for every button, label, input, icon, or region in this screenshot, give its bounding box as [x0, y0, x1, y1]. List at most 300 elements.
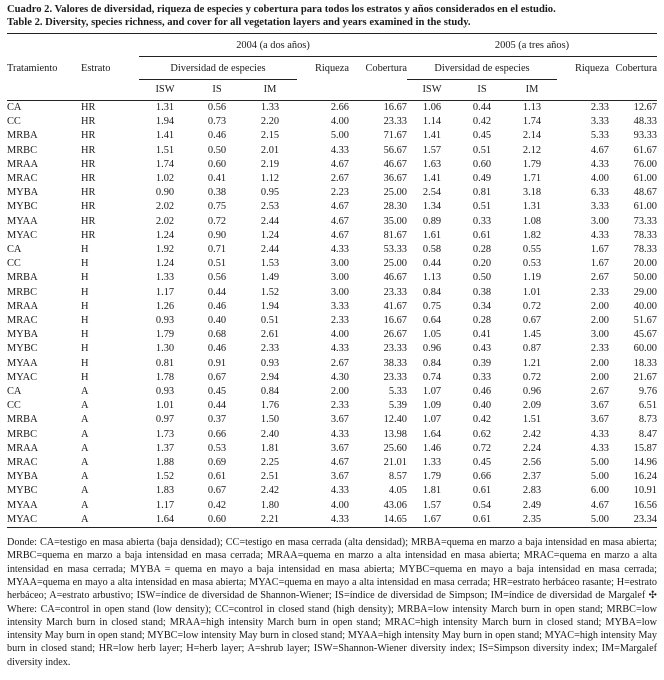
cell-cob1: 16.67	[383, 315, 407, 327]
cell-riq1: 3.67	[330, 414, 349, 426]
cell-t: MYBA	[7, 329, 39, 341]
cell-e: A	[81, 386, 89, 398]
cell-cob1: 26.67	[383, 329, 407, 341]
cell-riq1: 4.67	[330, 215, 349, 227]
table-row	[7, 484, 657, 498]
cell-cob2: 61.67	[633, 144, 658, 156]
cell-cob1: 28.30	[383, 201, 407, 213]
cell-riq2: 1.67	[590, 258, 609, 270]
cell-t: MRAA	[7, 300, 39, 312]
cell-isw1: 1.24	[155, 258, 175, 270]
table-row	[7, 158, 657, 172]
cell-isw1: 0.93	[155, 315, 175, 327]
cell-e: A	[81, 400, 89, 412]
cell-riq2: 2.00	[590, 300, 609, 312]
cell-isw1: 1.31	[155, 102, 175, 113]
cell-t: MYBA	[7, 187, 39, 199]
cell-im1: 2.40	[260, 428, 280, 440]
cell-is1: 0.68	[207, 329, 227, 341]
cell-isw2: 1.81	[422, 485, 442, 497]
cell-riq2: 5.33	[590, 130, 609, 142]
table-row	[7, 229, 657, 243]
cell-is2: 0.81	[472, 187, 492, 199]
diversidad-header-2004: Diversidad de especies	[139, 57, 297, 80]
cell-cob2: 15.87	[633, 442, 658, 454]
cell-is2: 0.33	[472, 215, 492, 227]
table-row	[7, 428, 657, 442]
cell-e: HR	[81, 229, 96, 241]
table-row	[7, 371, 657, 385]
cell-is1: 0.46	[207, 300, 227, 312]
table-row	[7, 144, 657, 158]
cell-riq2: 2.33	[590, 343, 609, 355]
cell-im1: 2.51	[260, 471, 280, 483]
cell-is2: 0.60	[472, 158, 492, 170]
cell-im1: 1.49	[260, 272, 280, 284]
cell-is2: 0.49	[472, 173, 492, 185]
cell-is1: 0.60	[207, 158, 227, 170]
cell-e: A	[81, 414, 89, 426]
table-row	[7, 172, 657, 186]
cell-cob2: 8.73	[638, 414, 658, 426]
cell-is1: 0.37	[207, 414, 227, 426]
table-row	[7, 115, 657, 129]
cell-is1: 0.44	[207, 400, 227, 412]
cell-riq2: 3.00	[590, 329, 609, 341]
cell-riq2: 2.33	[590, 102, 609, 113]
cell-is2: 0.61	[472, 513, 492, 525]
cell-isw1: 1.30	[155, 343, 175, 355]
cell-cob1: 23.33	[383, 286, 407, 298]
cell-is2: 0.61	[472, 485, 492, 497]
cell-cob1: 41.67	[383, 300, 407, 312]
table-row	[7, 442, 657, 456]
cell-is1: 0.42	[207, 499, 227, 511]
cell-im1: 2.53	[260, 201, 280, 213]
cell-isw2: 1.41	[422, 173, 442, 185]
table-row	[7, 271, 657, 285]
cell-riq1: 2.00	[330, 386, 349, 398]
cell-isw2: 2.54	[422, 187, 442, 199]
cell-riq2: 2.67	[590, 386, 609, 398]
cell-t: MRAC	[7, 173, 38, 185]
cell-cob2: 40.00	[633, 300, 658, 312]
cell-riq1: 2.67	[330, 357, 349, 369]
cell-im1: 2.61	[260, 329, 280, 341]
cell-riq2: 4.67	[590, 499, 609, 511]
cell-riq1: 3.67	[330, 442, 349, 454]
cell-cob2: 10.91	[633, 485, 658, 497]
cell-e: H	[81, 329, 89, 341]
footnote: Donde: CA=testigo en masa abierta (baja densidad); CC=testigo en masa cerrada (alta densidad); MRBA=quema en marzo a baja intensidad en masa abierta; MRBC=quema en marzo a baja intensidad en masa cerrada; MRAA=quema en marzo a alta intensidad en masa abierta; MRAC=quema en marzo a alta intensidad en masa cerrada; MYBA = quema en mayo a baja intensidad en masa abierta; MYBC=quema en mayo a baja intensidad en masa cerrada; MYAA=quema en mayo a alta intensidad en masa abierta; MYAC=quema en mayo a alta intensidad en masa cerrada; HR=estrato herbáceo rasante; H=estrato herbáceo; A=estrato arbustivo; ISW=índice de diversidad de Shannon-Wiener; IS=índice de diversidad de Simpson; IM=índice de diversidad de Margalef ✣ Where: CA=control in open stand (low density); CC=control in closed stand (high density); MRBA=low intensity March burn in open stand; MRBC=low intensity March burn in closed stand; MRAA=high intensity March burn in open stand; MRAC=high intensity March burn in closed stand; MYBA=low intensity May burn in open stand; MYBC=low intensity May burn in closed stand; MYAA=high intensity May burn in open stand; MYAC=high intensity May burn in closed stand; HR=low herb layer; H=herb layer; A=shrub layer; ISW=Shannon-Wiener diversity index; IS=Simpson diversity index; IM=Margalef diversity index.	[7, 537, 657, 668]
cell-cob1: 21.01	[383, 457, 407, 469]
cell-is1: 0.50	[207, 144, 227, 156]
cell-e: H	[81, 371, 89, 383]
cell-is2: 0.43	[472, 343, 492, 355]
cell-im2: 2.83	[522, 485, 542, 497]
cell-is1: 0.53	[207, 442, 227, 454]
cell-cob1: 23.33	[383, 343, 407, 355]
cell-riq2: 4.67	[590, 144, 609, 156]
cell-riq2: 4.00	[590, 173, 609, 185]
cell-im1: 2.33	[260, 343, 280, 355]
cell-riq1: 3.00	[330, 286, 349, 298]
cell-im2: 2.12	[522, 144, 542, 156]
cell-t: MRBA	[7, 130, 38, 142]
cell-riq2: 2.00	[590, 371, 609, 383]
table-row	[7, 300, 657, 314]
table-row	[7, 200, 657, 214]
cell-is1: 0.91	[207, 357, 227, 369]
cell-isw2: 1.61	[422, 229, 442, 241]
cell-t: MRAA	[7, 158, 39, 170]
cell-riq2: 3.00	[590, 215, 609, 227]
cell-cob2: 16.56	[633, 499, 658, 511]
cell-e: HR	[81, 116, 96, 128]
cell-cob2: 18.33	[633, 357, 658, 369]
caption-es: Cuadro 2. Valores de diversidad, riqueza de especies y cobertura para todos los estratos y años considerados en el estudio.	[7, 4, 556, 15]
cell-is2: 0.45	[472, 457, 492, 469]
cell-is2: 0.33	[472, 371, 492, 383]
table-row	[7, 328, 657, 342]
cell-cob2: 48.67	[633, 187, 658, 199]
cell-is1: 0.67	[207, 485, 227, 497]
cell-is1: 0.56	[207, 102, 227, 113]
table-row	[7, 129, 657, 143]
cell-cob1: 43.06	[383, 499, 407, 511]
cell-cob2: 50.00	[633, 272, 658, 284]
cell-riq1: 5.00	[330, 130, 349, 142]
cell-is2: 0.28	[472, 244, 492, 256]
cell-t: MRAC	[7, 315, 38, 327]
cobertura-header-2004: Cobertura	[365, 62, 407, 74]
cell-is1: 0.46	[207, 130, 227, 142]
cell-t: CC	[7, 116, 21, 128]
cell-isw2: 0.44	[422, 258, 442, 270]
cell-riq2: 1.67	[590, 244, 609, 256]
cell-cob1: 8.57	[388, 471, 407, 483]
cell-cob2: 51.67	[633, 315, 658, 327]
cell-isw2: 1.63	[422, 158, 442, 170]
cell-is2: 0.62	[472, 428, 492, 440]
cell-riq1: 4.33	[330, 244, 349, 256]
cell-cob2: 29.00	[633, 286, 658, 298]
cell-is2: 0.61	[472, 229, 492, 241]
cell-im2: 0.55	[522, 244, 542, 256]
cell-isw2: 1.07	[422, 414, 442, 426]
cell-riq1: 4.33	[330, 343, 349, 355]
cell-riq2: 3.33	[590, 201, 609, 213]
cell-isw2: 0.96	[422, 343, 442, 355]
cobertura-header-2005: Cobertura	[615, 62, 658, 74]
cell-is2: 0.51	[472, 144, 492, 156]
cell-e: A	[81, 457, 89, 469]
cell-cob1: 23.33	[383, 371, 407, 383]
cell-im1: 1.33	[260, 102, 280, 113]
cell-isw2: 0.75	[422, 300, 442, 312]
cell-riq1: 4.33	[330, 428, 349, 440]
cell-cob2: 6.51	[638, 400, 658, 412]
table-row	[7, 243, 657, 257]
cell-isw2: 0.84	[422, 357, 442, 369]
im-header-2004: IM	[243, 80, 297, 101]
cell-t: MYBC	[7, 485, 38, 497]
cell-e: A	[81, 513, 89, 525]
cell-cob1: 13.98	[383, 428, 407, 440]
cell-cob2: 8.47	[638, 428, 658, 440]
cell-is1: 0.60	[207, 513, 227, 525]
cell-isw1: 1.79	[155, 329, 175, 341]
table-row	[7, 513, 657, 527]
cell-im1: 1.80	[260, 499, 280, 511]
cell-im1: 2.19	[260, 158, 280, 170]
cell-is1: 0.56	[207, 272, 227, 284]
cell-cob2: 73.33	[633, 215, 658, 227]
cell-e: H	[81, 244, 89, 256]
table-row	[7, 286, 657, 300]
cell-isw1: 1.33	[155, 272, 175, 284]
cell-riq2: 2.00	[590, 315, 609, 327]
cell-isw1: 2.02	[155, 201, 175, 213]
cell-t: CA	[7, 102, 22, 113]
cell-is2: 0.42	[472, 116, 492, 128]
cell-cob2: 9.76	[638, 386, 658, 398]
cell-isw1: 1.41	[155, 130, 175, 142]
cell-riq2: 4.33	[590, 428, 609, 440]
cell-im1: 0.51	[260, 315, 280, 327]
cell-is1: 0.69	[207, 457, 227, 469]
cell-isw1: 1.73	[155, 428, 175, 440]
cell-cob1: 71.67	[383, 130, 407, 142]
riqueza-header-2005: Riqueza	[574, 62, 609, 74]
cell-cob1: 16.67	[383, 102, 407, 113]
cell-is2: 0.20	[472, 258, 492, 270]
im-header-2005: IM	[507, 80, 557, 101]
cell-t: MYAC	[7, 513, 38, 525]
cell-cob1: 23.33	[383, 116, 407, 128]
cell-is1: 0.75	[207, 201, 227, 213]
isw-header-2005: ISW	[407, 80, 457, 101]
cell-cob2: 78.33	[633, 244, 658, 256]
cell-im2: 0.72	[522, 300, 542, 312]
cell-im1: 1.53	[260, 258, 280, 270]
cell-im1: 1.24	[260, 229, 280, 241]
cell-cob2: 16.24	[633, 471, 658, 483]
cell-is2: 0.44	[472, 102, 492, 113]
table-row	[7, 314, 657, 328]
cell-isw2: 1.07	[422, 386, 442, 398]
cell-im1: 0.84	[260, 386, 280, 398]
table-row	[7, 385, 657, 399]
cell-im1: 0.93	[260, 357, 280, 369]
cell-im1: 2.25	[260, 457, 280, 469]
cell-riq1: 4.00	[330, 329, 349, 341]
cell-im2: 1.79	[522, 158, 542, 170]
cell-im2: 2.49	[522, 499, 542, 511]
cell-im1: 1.81	[260, 442, 280, 454]
cell-is2: 0.38	[472, 286, 492, 298]
riqueza-header-2004: Riqueza	[314, 62, 349, 74]
cell-e: H	[81, 258, 89, 270]
cell-t: MYBA	[7, 471, 39, 483]
cell-e: H	[81, 315, 89, 327]
cell-is1: 0.72	[207, 215, 227, 227]
cell-is2: 0.51	[472, 201, 492, 213]
cell-is2: 0.42	[472, 414, 492, 426]
cell-riq1: 4.00	[330, 499, 349, 511]
cell-im2: 0.96	[522, 386, 542, 398]
cell-isw2: 1.46	[422, 442, 442, 454]
is-header-2005: IS	[457, 80, 507, 101]
isw-header-2004: ISW	[139, 80, 191, 101]
cell-t: MRBC	[7, 144, 38, 156]
cell-riq2: 5.00	[590, 471, 609, 483]
cell-im2: 2.09	[522, 400, 542, 412]
cell-riq2: 3.33	[590, 116, 609, 128]
cell-isw1: 1.24	[155, 229, 175, 241]
cell-e: HR	[81, 130, 96, 142]
cell-e: HR	[81, 158, 96, 170]
cell-isw1: 1.78	[155, 371, 175, 383]
cell-im1: 2.44	[260, 215, 280, 227]
cell-riq1: 2.33	[330, 315, 349, 327]
cell-im2: 0.72	[522, 371, 542, 383]
cell-cob1: 5.39	[388, 400, 407, 412]
cell-im2: 1.19	[522, 272, 542, 284]
cell-im2: 1.08	[522, 215, 542, 227]
table-row	[7, 101, 657, 116]
cell-is1: 0.66	[207, 428, 227, 440]
cell-isw2: 0.84	[422, 286, 442, 298]
cell-riq1: 4.33	[330, 144, 349, 156]
cell-e: HR	[81, 215, 96, 227]
cell-is1: 0.51	[207, 258, 227, 270]
table-row	[7, 342, 657, 356]
cell-cob2: 93.33	[633, 130, 658, 142]
year-2004-header: 2004 (a dos años)	[139, 34, 407, 57]
cell-is2: 0.46	[472, 386, 492, 398]
cell-im2: 2.42	[522, 428, 542, 440]
cell-im1: 2.01	[260, 144, 280, 156]
table-page	[7, 0, 657, 669]
cell-cob2: 45.67	[633, 329, 658, 341]
cell-im1: 0.95	[260, 187, 280, 199]
is-header-2004: IS	[191, 80, 243, 101]
cell-cob2: 23.34	[633, 513, 658, 525]
cell-t: MYBC	[7, 201, 38, 213]
cell-is1: 0.40	[207, 315, 227, 327]
cell-e: HR	[81, 187, 96, 199]
cell-t: MYAC	[7, 229, 38, 241]
cell-im2: 3.18	[522, 187, 542, 199]
table-row	[7, 499, 657, 513]
cell-isw1: 1.83	[155, 485, 175, 497]
cell-im2: 2.14	[522, 130, 542, 142]
cell-im2: 0.53	[522, 258, 542, 270]
cell-is2: 0.41	[472, 329, 492, 341]
cell-im2: 1.13	[522, 102, 542, 113]
cell-isw1: 1.88	[155, 457, 175, 469]
cell-riq2: 3.67	[590, 414, 609, 426]
cell-im1: 1.76	[260, 400, 280, 412]
cell-cob1: 46.67	[383, 272, 407, 284]
cell-cob1: 81.67	[383, 229, 407, 241]
cell-e: H	[81, 300, 89, 312]
table-row	[7, 413, 657, 427]
cell-e: A	[81, 485, 89, 497]
cell-isw2: 1.64	[422, 428, 442, 440]
cell-t: CA	[7, 244, 22, 256]
cell-e: A	[81, 499, 89, 511]
cell-cob1: 25.00	[383, 258, 407, 270]
cell-isw1: 1.01	[155, 400, 175, 412]
cell-riq2: 3.67	[590, 400, 609, 412]
cell-is2: 0.39	[472, 357, 492, 369]
cell-cob2: 21.67	[633, 371, 658, 383]
cell-t: CA	[7, 386, 22, 398]
cell-e: A	[81, 471, 89, 483]
cell-isw2: 0.74	[422, 371, 442, 383]
cell-cob1: 25.00	[383, 187, 407, 199]
diversidad-header-2005: Diversidad de especies	[407, 57, 557, 80]
table-row	[7, 215, 657, 229]
data-table	[7, 33, 657, 527]
cell-is1: 0.41	[207, 173, 227, 185]
cell-isw2: 0.89	[422, 215, 442, 227]
cell-isw2: 1.09	[422, 400, 442, 412]
cell-riq2: 4.33	[590, 442, 609, 454]
table-row	[7, 357, 657, 371]
cell-isw1: 1.17	[155, 499, 175, 511]
cell-is1: 0.71	[207, 244, 227, 256]
cell-im1: 2.15	[260, 130, 280, 142]
cell-riq1: 3.33	[330, 300, 349, 312]
cell-cob1: 38.33	[383, 357, 407, 369]
cell-cob2: 61.00	[633, 173, 658, 185]
cell-riq2: 2.33	[590, 286, 609, 298]
cell-riq1: 4.30	[330, 371, 349, 383]
cell-is2: 0.66	[472, 471, 492, 483]
cell-isw2: 1.34	[422, 201, 442, 213]
cell-cob2: 48.33	[633, 116, 658, 128]
cell-e: H	[81, 357, 89, 369]
cell-e: HR	[81, 144, 96, 156]
cell-is2: 0.72	[472, 442, 492, 454]
cell-cob1: 4.05	[388, 485, 407, 497]
cell-isw2: 1.57	[422, 499, 442, 511]
cell-is2: 0.45	[472, 130, 492, 142]
cell-e: HR	[81, 173, 96, 185]
cell-riq2: 2.67	[590, 272, 609, 284]
table-row	[7, 456, 657, 470]
cell-isw2: 0.64	[422, 315, 442, 327]
cell-isw1: 0.97	[155, 414, 175, 426]
cell-im1: 2.20	[260, 116, 280, 128]
cell-e: A	[81, 428, 89, 440]
cell-riq1: 4.67	[330, 158, 349, 170]
cell-t: MRBA	[7, 272, 38, 284]
cell-riq1: 4.67	[330, 229, 349, 241]
cell-e: H	[81, 272, 89, 284]
cell-is1: 0.46	[207, 343, 227, 355]
cell-e: H	[81, 286, 89, 298]
cell-im1: 1.52	[260, 286, 280, 298]
cell-im2: 1.71	[522, 173, 542, 185]
cell-im2: 1.31	[522, 201, 542, 213]
cell-t: MYAA	[7, 215, 38, 227]
cell-riq1: 4.00	[330, 116, 349, 128]
cell-isw1: 0.81	[155, 357, 175, 369]
